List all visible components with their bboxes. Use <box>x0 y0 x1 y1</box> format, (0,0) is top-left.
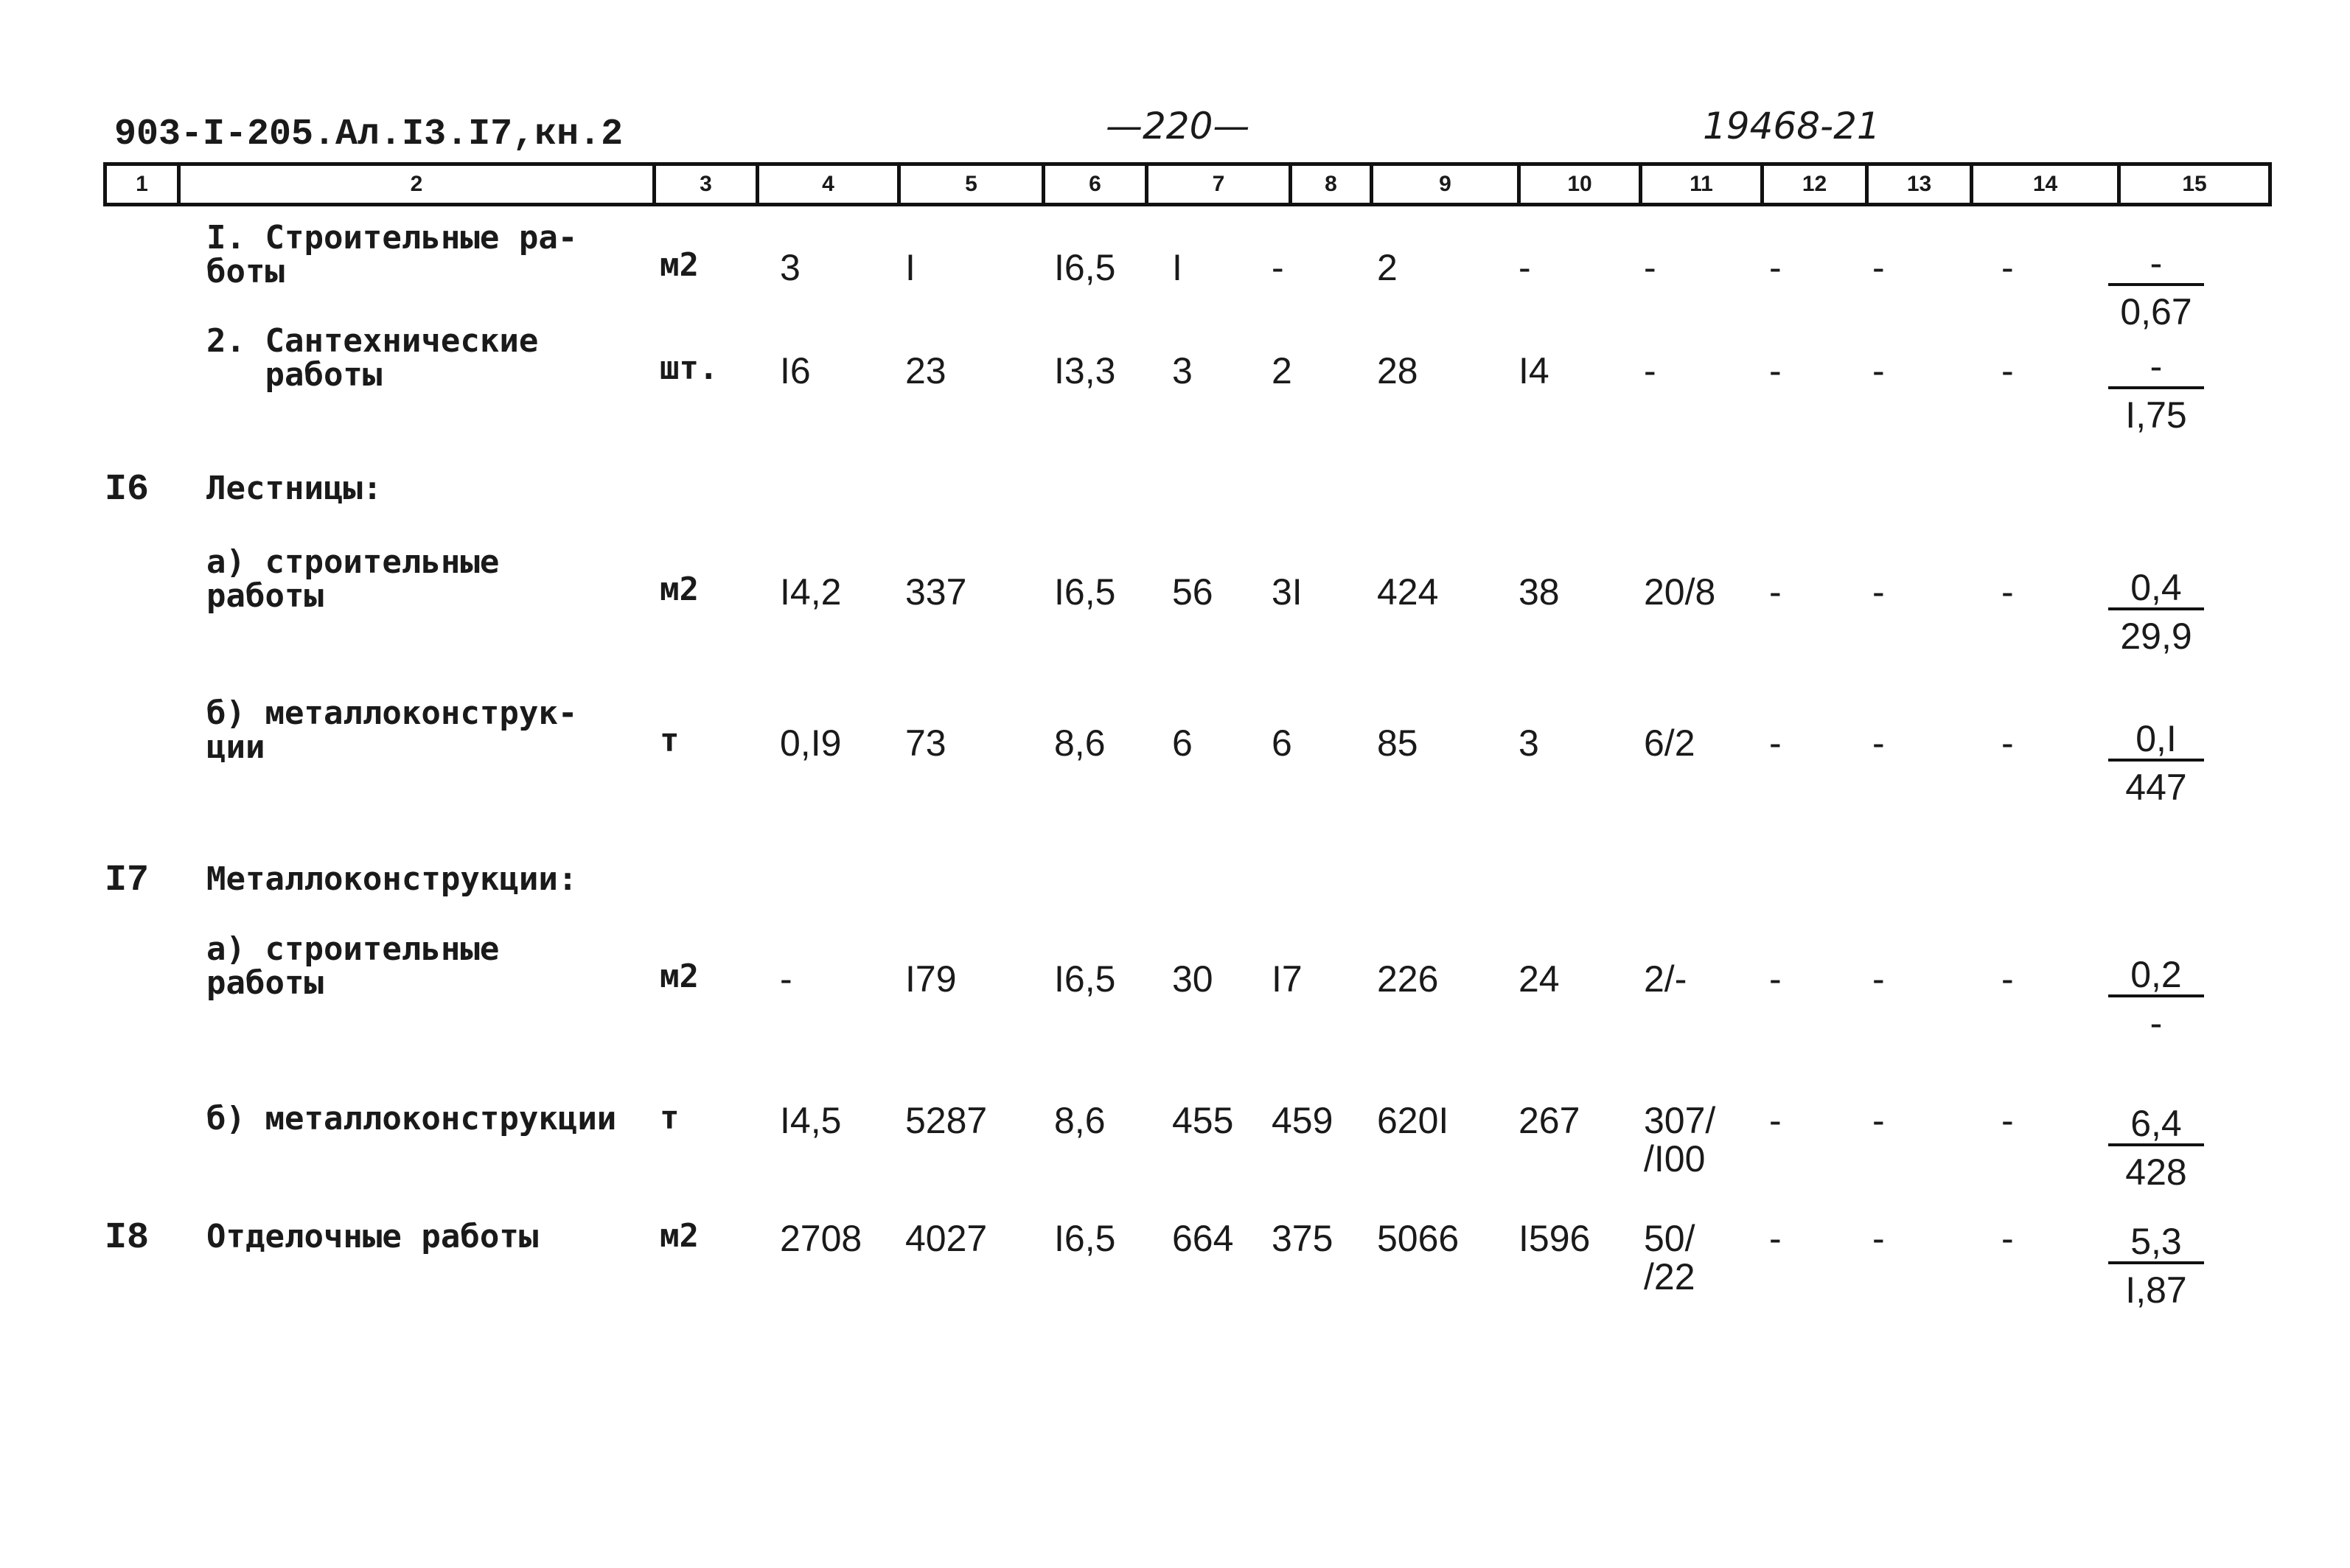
table-cell: - <box>1872 958 1885 1000</box>
fraction-cell <box>2108 1220 2204 1311</box>
unit-of-measure: м2 <box>660 246 699 284</box>
table-cell: I6,5 <box>1054 571 1116 613</box>
table-cell: - <box>1272 247 1284 288</box>
table-cell: I3,3 <box>1054 350 1116 391</box>
table-cell: 2 <box>1377 247 1398 288</box>
table-cell: 3 <box>780 247 801 288</box>
table-cell: I6,5 <box>1054 958 1116 1000</box>
table-cell: - <box>1644 350 1656 391</box>
row-title: работы <box>206 356 383 394</box>
table-cell: I6 <box>780 350 811 391</box>
table-cell: - <box>2001 958 2014 1000</box>
table-cell: 24 <box>1519 958 1560 1000</box>
table-cell: 0,I9 <box>780 722 842 764</box>
row-title: работы <box>206 964 324 1002</box>
column-number: 12 <box>1760 166 1865 203</box>
unit-of-measure: т <box>660 1099 680 1137</box>
table-cell: I6,5 <box>1054 247 1116 288</box>
table-cell: 3 <box>1519 722 1539 764</box>
fraction-cell <box>2108 1102 2204 1194</box>
table-cell: 267 <box>1519 1100 1580 1141</box>
table-cell: 4027 <box>905 1218 988 1259</box>
table-cell: - <box>1872 1100 1885 1141</box>
table-cell: 2708 <box>780 1218 862 1259</box>
fraction-numerator: 0,2 <box>2108 953 2204 997</box>
fraction-cell <box>2108 566 2204 658</box>
table-cell: 424 <box>1377 571 1439 613</box>
fraction-denominator: - <box>2149 1003 2163 1044</box>
column-number: 1 <box>136 172 148 196</box>
table-cell: 459 <box>1272 1100 1333 1141</box>
table-cell: 620I <box>1377 1100 1449 1141</box>
column-number: 8 <box>1289 166 1370 203</box>
handwritten-archive-number: 19468-21 <box>1703 105 1880 147</box>
table-cell: 6 <box>1172 722 1193 764</box>
table-cell: 337 <box>905 571 967 613</box>
fraction-denominator: 428 <box>2125 1151 2187 1193</box>
table-cell: 6/2 <box>1644 722 1695 764</box>
row-title: б) металлоконструк- <box>206 694 578 732</box>
row-title: I. Строительные ра- <box>206 219 578 257</box>
row-title: Лестницы: <box>206 470 383 507</box>
column-number: 7 <box>1145 166 1289 203</box>
table-cell: I4,2 <box>780 571 842 613</box>
column-number: 13 <box>1865 166 1970 203</box>
row-number: I8 <box>105 1217 150 1259</box>
row-title: боты <box>206 253 285 290</box>
table-cell: 5287 <box>905 1100 988 1141</box>
table-cell: 28 <box>1377 350 1418 391</box>
table-cell: - <box>2001 350 2014 391</box>
column-number: 2 <box>177 166 652 203</box>
table-cell: - <box>780 958 792 1000</box>
fraction-numerator: 0,4 <box>2108 566 2204 610</box>
fraction-cell <box>2108 242 2204 333</box>
unit-of-measure: шт. <box>660 349 719 387</box>
table-cell: - <box>1872 247 1885 288</box>
unit-of-measure: м2 <box>660 1217 699 1255</box>
table-cell: 85 <box>1377 722 1418 764</box>
column-number: 15 <box>2117 166 2268 203</box>
table-cell: 2/- <box>1644 958 1687 1000</box>
column-number: 5 <box>897 166 1042 203</box>
row-number: I6 <box>105 469 150 511</box>
table-cell: - <box>1769 958 1782 1000</box>
row-title: Отделочные работы <box>206 1218 539 1255</box>
table-cell: 8,6 <box>1054 722 1106 764</box>
table-cell: - <box>1872 722 1885 764</box>
table-cell: 23 <box>905 350 946 391</box>
row-title: Металлоконструкции: <box>206 860 578 898</box>
table-cell: 2 <box>1272 350 1292 391</box>
column-number: 3 <box>652 166 756 203</box>
column-number: 9 <box>1370 166 1517 203</box>
row-number: I7 <box>105 860 150 902</box>
table-cell: - <box>2001 247 2014 288</box>
table-cell: I6,5 <box>1054 1218 1116 1259</box>
table-cell: - <box>1769 571 1782 613</box>
table-cell: I4,5 <box>780 1100 842 1141</box>
row-title: б) металлоконструкции <box>206 1100 617 1137</box>
table-cell: 307/ <box>1644 1100 1716 1141</box>
unit-of-measure: т <box>660 722 680 759</box>
fraction-numerator: 0,I <box>2108 717 2204 762</box>
table-cell: I79 <box>905 958 957 1000</box>
fraction-numerator: - <box>2108 345 2204 389</box>
fraction-cell <box>2108 953 2204 1045</box>
row-title: а) строительные <box>206 543 500 581</box>
column-number: 14 <box>1970 166 2117 203</box>
table-cell: - <box>1769 350 1782 391</box>
table-cell: 30 <box>1172 958 1213 1000</box>
table-cell: - <box>1769 722 1782 764</box>
fraction-numerator: 6,4 <box>2108 1102 2204 1146</box>
column-number: 4 <box>756 166 897 203</box>
column-number: 11 <box>1639 166 1760 203</box>
table-cell: /I00 <box>1644 1138 1706 1180</box>
table-cell: I4 <box>1519 350 1549 391</box>
page-number: —220— <box>1106 105 1250 147</box>
table-cell: 226 <box>1377 958 1439 1000</box>
table-cell: I <box>905 247 916 288</box>
fraction-denominator: 447 <box>2125 767 2187 808</box>
table-cell: - <box>1644 247 1656 288</box>
table-cell: 38 <box>1519 571 1560 613</box>
fraction-denominator: I,87 <box>2125 1269 2187 1311</box>
fraction-numerator: - <box>2108 242 2204 286</box>
fraction-denominator: I,75 <box>2125 394 2187 436</box>
table-cell: - <box>2001 1218 2014 1259</box>
column-number: 6 <box>1042 166 1145 203</box>
fraction-numerator: 5,3 <box>2108 1220 2204 1264</box>
column-number: 10 <box>1517 166 1639 203</box>
table-cell: /22 <box>1644 1256 1695 1297</box>
column-number-header <box>103 162 2272 206</box>
table-cell: 5066 <box>1377 1218 1460 1259</box>
table-cell: I596 <box>1519 1218 1591 1259</box>
table-cell: - <box>2001 571 2014 613</box>
table-cell: - <box>1872 350 1885 391</box>
table-cell: 664 <box>1172 1218 1234 1259</box>
table-cell: 3I <box>1272 571 1303 613</box>
table-cell: 6 <box>1272 722 1292 764</box>
table-cell: - <box>1769 247 1782 288</box>
row-title: 2. Сантехнические <box>206 322 539 360</box>
unit-of-measure: м2 <box>660 958 699 995</box>
row-title: а) строительные <box>206 930 500 968</box>
table-cell: 50/ <box>1644 1218 1695 1259</box>
table-cell: 73 <box>905 722 946 764</box>
fraction-denominator: 0,67 <box>2120 291 2192 332</box>
fraction-denominator: 29,9 <box>2120 616 2192 657</box>
table-cell: 455 <box>1172 1100 1234 1141</box>
table-cell: I7 <box>1272 958 1303 1000</box>
fraction-cell <box>2108 345 2204 436</box>
table-cell: - <box>1769 1218 1782 1259</box>
table-cell: I <box>1172 247 1182 288</box>
table-cell: - <box>1872 1218 1885 1259</box>
table-cell: 375 <box>1272 1218 1333 1259</box>
unit-of-measure: м2 <box>660 571 699 608</box>
table-cell: 3 <box>1172 350 1193 391</box>
table-cell: - <box>2001 1100 2014 1141</box>
table-cell: - <box>1872 571 1885 613</box>
row-title: работы <box>206 577 324 615</box>
table-cell: 8,6 <box>1054 1100 1106 1141</box>
table-cell: 20/8 <box>1644 571 1716 613</box>
table-cell: 56 <box>1172 571 1213 613</box>
document-code: 903-I-205.Ал.I3.I7,кн.2 <box>114 114 624 156</box>
table-cell: - <box>1769 1100 1782 1141</box>
table-cell: - <box>1519 247 1531 288</box>
table-cell: - <box>2001 722 2014 764</box>
row-title: ции <box>206 728 265 766</box>
fraction-cell <box>2108 717 2204 809</box>
